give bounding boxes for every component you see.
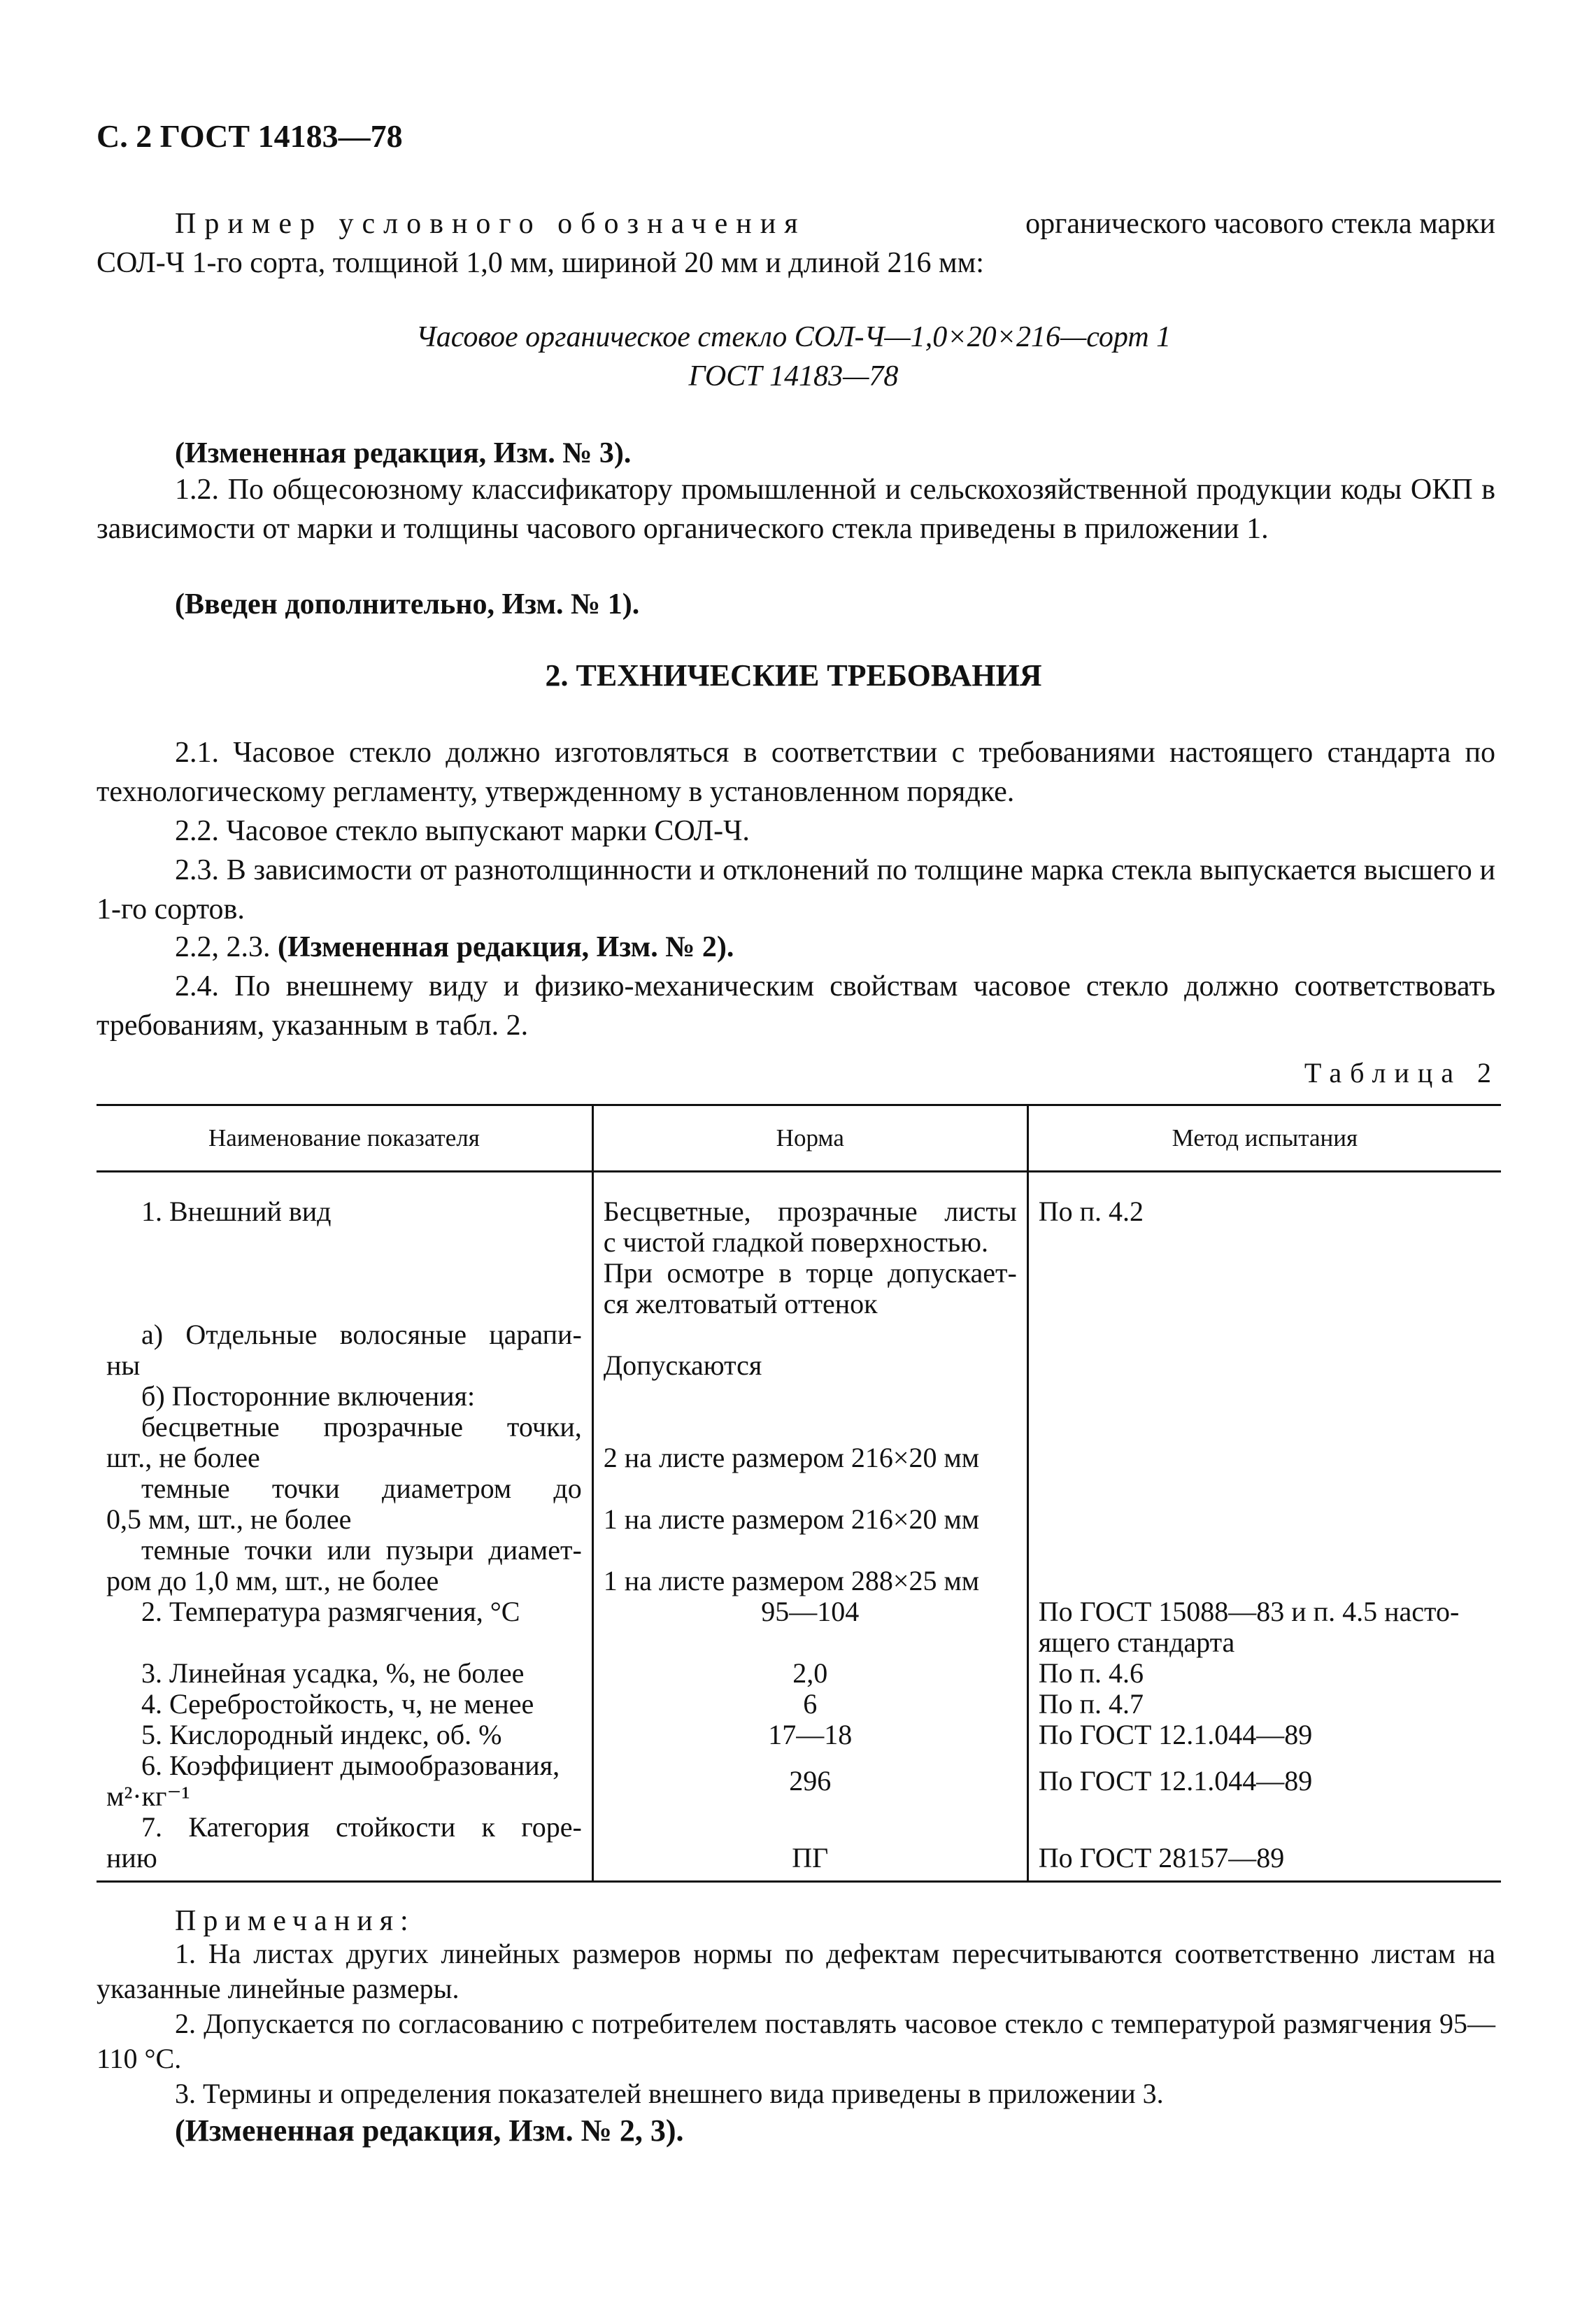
table-header-row [97, 1105, 1501, 1172]
row-3-norm: 2,0 [792, 1657, 828, 1689]
row-5-name: 5. Кислородный индекс, об. % [141, 1719, 502, 1750]
row-1b-name: б) Посторонние включения: [141, 1380, 476, 1412]
row-2-method-line-1: По ГОСТ 15088—83 и п. 4.5 насто- [1038, 1596, 1460, 1627]
row-6-method: По ГОСТ 12.1.044—89 [1038, 1765, 1313, 1797]
paragraph-2-3: 2.3. В зависимости от разнотолщинности и отклонений по толщине марка стекла выпускается высшего и 1-го сортов. [97, 854, 1495, 926]
row-4-name: 4. Серебростойкость, ч, не менее [141, 1688, 534, 1720]
row-7-norm: ПГ [792, 1842, 829, 1873]
row-3-method: По п. 4.6 [1038, 1657, 1144, 1689]
note-1: 1. На листах других линейных размеров нормы по дефектам пересчитываются соответственно листам на указанные линейные размеры. [97, 1938, 1495, 2004]
row-1a-norm: Допускаются [603, 1349, 762, 1381]
row-2-norm: 95—104 [761, 1596, 860, 1627]
table-row [97, 1596, 1501, 1658]
designation-line1: Часовое органическое стекло СОЛ-Ч—1,0×20×216—сорт 1 [415, 321, 1172, 353]
row-6-norm: 296 [789, 1765, 832, 1797]
row-1-method: По п. 4.2 [1038, 1196, 1144, 1227]
row-1-norm-line-4: ся желтоватый оттенок [603, 1288, 878, 1319]
row-1b2-name-line-1: темные точки диаметром до [141, 1473, 582, 1504]
amendment-note-1: (Введен дополнительно, Изм. № 1). [175, 588, 640, 621]
row-1a-name-line-2: ны [106, 1349, 141, 1381]
row-1-norm-line-2: с чистой гладкой поверхностью. [603, 1226, 988, 1258]
row-1b1-norm: 2 на листе размером 216×20 мм [603, 1442, 980, 1473]
table-row [97, 1535, 1501, 1596]
table-row [97, 1812, 1501, 1882]
row-2-method-line-2: ящего стандарта [1038, 1627, 1235, 1658]
row-5-method: По ГОСТ 12.1.044—89 [1038, 1719, 1313, 1750]
table-row [97, 1473, 1501, 1535]
row-6-name-line-2: м²·кг⁻¹ [106, 1780, 190, 1812]
row-1b1-name-line-2: шт., не более [106, 1442, 260, 1473]
amendment-note-3: (Измененная редакция, Изм. № 3). [175, 437, 632, 469]
table-row [97, 1172, 1501, 1320]
row-3-name: 3. Линейная усадка, %, не более [141, 1657, 525, 1689]
table-row [97, 1381, 1501, 1412]
row-1-norm-line-1: Бесцветные, прозрачные листы [603, 1196, 1017, 1227]
row-7-name-line-2: нию [106, 1842, 157, 1873]
row-1b2-name-line-2: 0,5 мм, шт., не более [106, 1503, 352, 1535]
table-row [97, 1720, 1501, 1750]
table-row [97, 1658, 1501, 1689]
note-2: 2. Допускается по согласованию с потребителем поставлять часовое стекло с температурой размягчения 95—110 °С. [97, 2008, 1495, 2074]
column-header-norm: Норма [592, 1105, 1027, 1172]
amendment-note-2 [175, 928, 734, 967]
paragraph-2-4: 2.4. По внешнему виду и физико-механическим свойствам часовое стекло должно соответствовать требованиям, указанным в табл. 2. [97, 970, 1495, 1042]
example-line1-rest: органического часового стекла марки [1025, 208, 1495, 240]
section-title: 2. ТЕХНИЧЕСКИЕ ТРЕБОВАНИЯ [545, 658, 1042, 693]
row-1b3-name-line-2: ром до 1,0 мм, шт., не более [106, 1565, 439, 1596]
row-7-method: По ГОСТ 28157—89 [1038, 1842, 1285, 1873]
row-1-name: 1. Внешний вид [141, 1196, 332, 1227]
notes-title: Примечания: [175, 1905, 415, 1937]
paragraph-1-2: 1.2. По общесоюзному классификатору промышленной и сельскохозяйственной продукции коды ОКП в зависимости от марки и толщины часового органического стекла приведены в приложении 1. [97, 474, 1495, 545]
table-row [97, 1750, 1501, 1812]
row-1b3-name-line-1: темные точки или пузыри диамет- [141, 1534, 582, 1566]
amendment-note-2-prefix: 2.2, 2.3. [175, 931, 271, 963]
table-2 [97, 1104, 1501, 1883]
page-header: С. 2 ГОСТ 14183—78 [97, 118, 403, 154]
table-row [97, 1689, 1501, 1720]
row-1a-name-line-1: а) Отдельные волосяные царапи- [141, 1319, 582, 1350]
amendment-note-2-3: (Измененная редакция, Изм. № 2, 3). [175, 2113, 684, 2148]
row-6-name-line-1: 6. Коэффициент дымообразования, [141, 1750, 560, 1781]
table-label: Таблица 2 [1304, 1057, 1500, 1089]
row-5-norm: 17—18 [768, 1719, 853, 1750]
column-header-method: Метод испытания [1027, 1105, 1501, 1172]
row-1b2-norm: 1 на листе размером 216×20 мм [603, 1503, 980, 1535]
designation-line2: ГОСТ 14183—78 [688, 360, 899, 392]
table-row [97, 1412, 1501, 1473]
example-paragraph [97, 204, 1495, 283]
table-row [97, 1319, 1501, 1381]
note-3: 3. Термины и определения показателей внешнего вида приведены в приложении 3. [175, 2078, 1164, 2109]
paragraph-2-1: 2.1. Часовое стекло должно изготовляться в соответствии с требованиями настоящего стандарта по технологическому регламенту, утвержденному в установленном порядке. [97, 737, 1495, 808]
row-4-method: По п. 4.7 [1038, 1688, 1144, 1720]
row-7-name-line-1: 7. Категория стойкости к горе- [141, 1811, 582, 1843]
row-4-norm: 6 [803, 1688, 818, 1720]
row-1b1-name-line-1: бесцветные прозрачные точки, [141, 1411, 582, 1443]
row-1b3-norm: 1 на листе размером 288×25 мм [603, 1565, 980, 1596]
row-2-name: 2. Температура размягчения, °С [141, 1596, 520, 1627]
row-1-norm-line-3: При осмотре в торце допускает- [603, 1257, 1017, 1289]
amendment-note-2-text: (Измененная редакция, Изм. № 2). [278, 931, 734, 963]
paragraph-2-2: 2.2. Часовое стекло выпускают марки СОЛ-Ч. [175, 815, 750, 847]
example-line2: СОЛ-Ч 1-го сорта, толщиной 1,0 мм, шириной 20 мм и длиной 216 мм: [97, 247, 984, 279]
column-header-name: Наименование показателя [97, 1105, 592, 1172]
example-lead: Пример условного обозначения [175, 208, 806, 240]
